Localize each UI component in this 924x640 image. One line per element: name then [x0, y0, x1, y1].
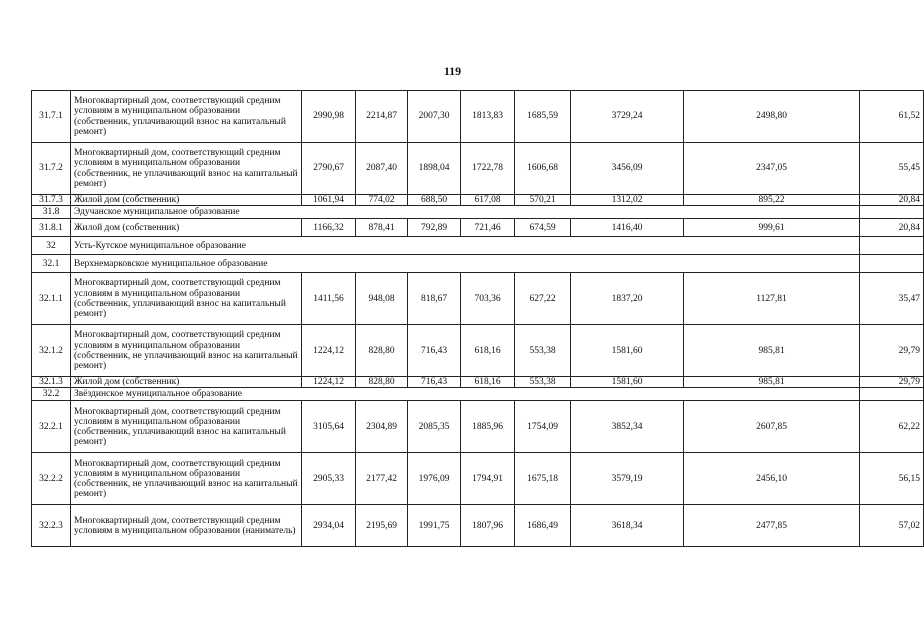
- value-cell: 1898,04: [408, 143, 461, 195]
- value-cell: 570,21: [515, 195, 571, 206]
- value-cell: 999,61: [684, 219, 860, 237]
- value-cell: 2007,30: [408, 91, 461, 143]
- row-description: Многоквартирный дом, соответствующий средним условиям в муниципальном образовании (собственник, не уплачивающий взнос на капитальный ремонт): [71, 143, 302, 195]
- value-cell: 1813,83: [461, 91, 515, 143]
- value-cell: 1581,60: [571, 325, 684, 377]
- value-cell: 774,02: [356, 195, 408, 206]
- row-code: 31.7.3: [32, 195, 71, 206]
- row-description: Многоквартирный дом, соответствующий средним условиям в муниципальном образовании (собственник, уплачивающий взнос на капитальный ремонт): [71, 91, 302, 143]
- value-cell: 56,15: [860, 453, 924, 505]
- value-cell: 3618,34: [571, 505, 684, 547]
- value-cell: 721,46: [461, 219, 515, 237]
- row-code: 32.1.3: [32, 377, 71, 388]
- value-cell: 895,22: [684, 195, 860, 206]
- section-empty-cell: [860, 255, 924, 273]
- value-cell: 818,67: [408, 273, 461, 325]
- value-cell: 1807,96: [461, 505, 515, 547]
- value-cell: 985,81: [684, 377, 860, 388]
- table-row: [32, 505, 924, 547]
- value-cell: 2790,67: [302, 143, 356, 195]
- value-cell: 29,79: [860, 377, 924, 388]
- value-cell: 2085,35: [408, 401, 461, 453]
- value-cell: 1224,12: [302, 325, 356, 377]
- row-code: 32.2.3: [32, 505, 71, 547]
- value-cell: 627,22: [515, 273, 571, 325]
- value-cell: 55,45: [860, 143, 924, 195]
- value-cell: 29,79: [860, 325, 924, 377]
- value-cell: 1416,40: [571, 219, 684, 237]
- value-cell: 2347,05: [684, 143, 860, 195]
- value-cell: 716,43: [408, 325, 461, 377]
- table-body: [32, 91, 924, 547]
- value-cell: 618,16: [461, 325, 515, 377]
- value-cell: 792,89: [408, 219, 461, 237]
- row-code: 32.2: [32, 388, 71, 401]
- row-description: Жилой дом (собственник): [71, 195, 302, 206]
- value-cell: 1686,49: [515, 505, 571, 547]
- value-cell: 3852,34: [571, 401, 684, 453]
- value-cell: 1312,02: [571, 195, 684, 206]
- value-cell: 35,47: [860, 273, 924, 325]
- value-cell: 62,22: [860, 401, 924, 453]
- row-description: Многоквартирный дом, соответствующий средним условиям в муниципальном образовании (собственник, не уплачивающий взнос на капитальный ремонт): [71, 325, 302, 377]
- row-code: 32: [32, 237, 71, 255]
- table-row: [32, 195, 924, 206]
- section-row: [32, 388, 924, 401]
- row-description: Многоквартирный дом, соответствующий средним условиям в муниципальном образовании (собственник, не уплачивающий взнос на капитальный ремонт): [71, 453, 302, 505]
- table-row: [32, 91, 924, 143]
- row-description: Жилой дом (собственник): [71, 219, 302, 237]
- value-cell: 2456,10: [684, 453, 860, 505]
- section-title: Верхнемарковское муниципальное образование: [71, 255, 860, 273]
- value-cell: 57,02: [860, 505, 924, 547]
- page-number: 119: [443, 64, 462, 78]
- value-cell: 1675,18: [515, 453, 571, 505]
- section-row: [32, 255, 924, 273]
- value-cell: 1166,32: [302, 219, 356, 237]
- value-cell: 2934,04: [302, 505, 356, 547]
- value-cell: 716,43: [408, 377, 461, 388]
- value-cell: 2990,98: [302, 91, 356, 143]
- value-cell: 1722,78: [461, 143, 515, 195]
- section-row: [32, 206, 924, 219]
- row-description: Жилой дом (собственник): [71, 377, 302, 388]
- table-row: [32, 453, 924, 505]
- value-cell: 553,38: [515, 377, 571, 388]
- value-cell: 1754,09: [515, 401, 571, 453]
- value-cell: 878,41: [356, 219, 408, 237]
- row-code: 31.7.2: [32, 143, 71, 195]
- value-cell: 3579,19: [571, 453, 684, 505]
- tariff-table: [31, 90, 924, 547]
- value-cell: 828,80: [356, 377, 408, 388]
- row-code: 32.2.2: [32, 453, 71, 505]
- table-row: [32, 377, 924, 388]
- row-description: Многоквартирный дом, соответствующий средним условиям в муниципальном образовании (наниматель): [71, 505, 302, 547]
- value-cell: 553,38: [515, 325, 571, 377]
- row-description: Многоквартирный дом, соответствующий средним условиям в муниципальном образовании (собственник, уплачивающий взнос на капитальный ремонт): [71, 273, 302, 325]
- value-cell: 674,59: [515, 219, 571, 237]
- value-cell: 1837,20: [571, 273, 684, 325]
- row-code: 32.1.2: [32, 325, 71, 377]
- value-cell: 688,50: [408, 195, 461, 206]
- value-cell: 2304,89: [356, 401, 408, 453]
- row-code: 32.1: [32, 255, 71, 273]
- value-cell: 1224,12: [302, 377, 356, 388]
- row-code: 31.7.1: [32, 91, 71, 143]
- value-cell: 2607,85: [684, 401, 860, 453]
- value-cell: 703,36: [461, 273, 515, 325]
- table-row: [32, 219, 924, 237]
- row-code: 32.2.1: [32, 401, 71, 453]
- value-cell: 985,81: [684, 325, 860, 377]
- section-empty-cell: [860, 237, 924, 255]
- value-cell: 20,84: [860, 195, 924, 206]
- value-cell: 1411,56: [302, 273, 356, 325]
- row-code: 31.8: [32, 206, 71, 219]
- value-cell: 1976,09: [408, 453, 461, 505]
- value-cell: 2498,80: [684, 91, 860, 143]
- value-cell: 1606,68: [515, 143, 571, 195]
- value-cell: 948,08: [356, 273, 408, 325]
- value-cell: 2087,40: [356, 143, 408, 195]
- value-cell: 1127,81: [684, 273, 860, 325]
- row-description: Многоквартирный дом, соответствующий средним условиям в муниципальном образовании (собственник, уплачивающий взнос на капитальный ремонт): [71, 401, 302, 453]
- value-cell: 1991,75: [408, 505, 461, 547]
- table-row: [32, 325, 924, 377]
- section-row: [32, 237, 924, 255]
- value-cell: 3105,64: [302, 401, 356, 453]
- value-cell: 1794,91: [461, 453, 515, 505]
- value-cell: 2214,87: [356, 91, 408, 143]
- row-code: 32.1.1: [32, 273, 71, 325]
- value-cell: 617,08: [461, 195, 515, 206]
- row-code: 31.8.1: [32, 219, 71, 237]
- value-cell: 1685,59: [515, 91, 571, 143]
- value-cell: 618,16: [461, 377, 515, 388]
- value-cell: 2195,69: [356, 505, 408, 547]
- value-cell: 2477,85: [684, 505, 860, 547]
- table-row: [32, 143, 924, 195]
- value-cell: 3729,24: [571, 91, 684, 143]
- value-cell: 2905,33: [302, 453, 356, 505]
- table-row: [32, 401, 924, 453]
- section-title: Звёздинское муниципальное образование: [71, 388, 860, 401]
- value-cell: 1061,94: [302, 195, 356, 206]
- value-cell: 1885,96: [461, 401, 515, 453]
- value-cell: 2177,42: [356, 453, 408, 505]
- section-empty-cell: [860, 388, 924, 401]
- value-cell: 828,80: [356, 325, 408, 377]
- value-cell: 1581,60: [571, 377, 684, 388]
- value-cell: 61,52: [860, 91, 924, 143]
- value-cell: 20,84: [860, 219, 924, 237]
- section-title: Усть-Кутское муниципальное образование: [71, 237, 860, 255]
- section-title: Эдучанское муниципальное образование: [71, 206, 860, 219]
- value-cell: 3456,09: [571, 143, 684, 195]
- table-row: [32, 273, 924, 325]
- section-empty-cell: [860, 206, 924, 219]
